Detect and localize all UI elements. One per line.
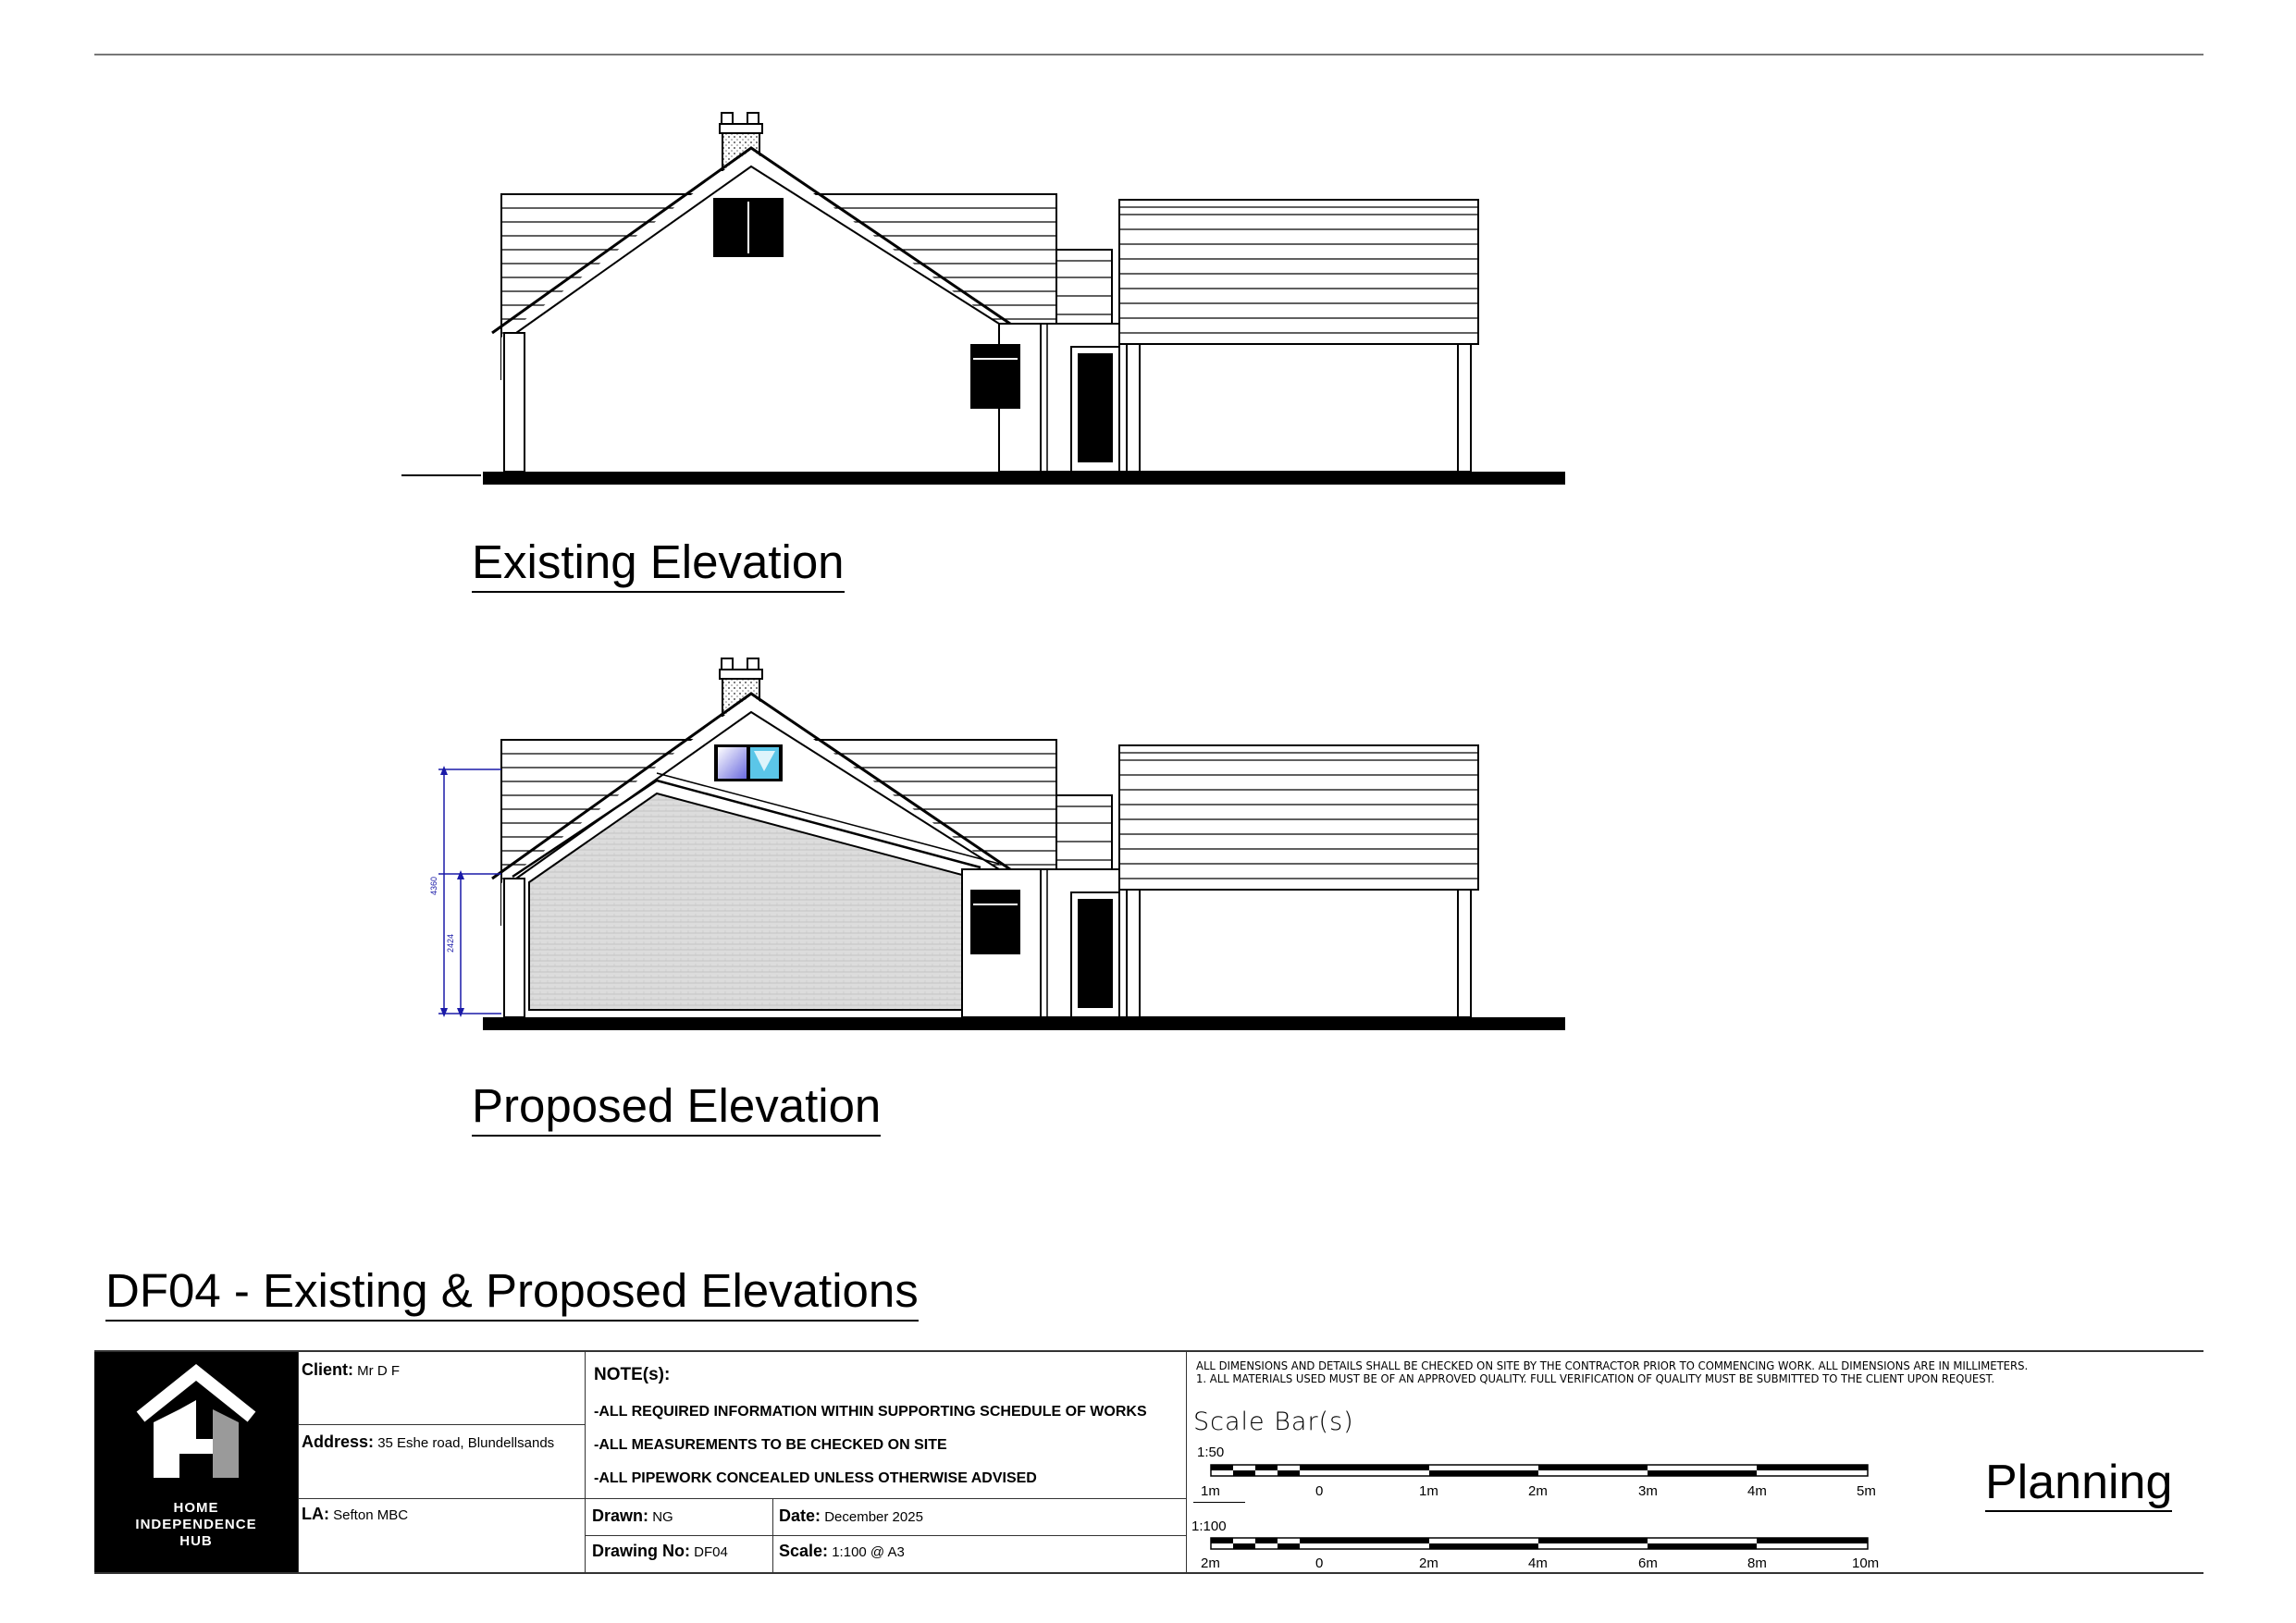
scale-2-tick-4: 6m [1638,1555,1658,1571]
title-block [94,1350,2203,1574]
planning-status-label: Planning [1985,1458,2172,1512]
note-1: -ALL REQUIRED INFORMATION WITHIN SUPPORTING SCHEDULE OF WORKS [594,1404,1147,1420]
scale-bars-title: Scale Bar(s) [1193,1408,1354,1436]
scale-1-tick-2: 1m [1419,1483,1438,1499]
date-field: Date: December 2025 [779,1507,923,1525]
divider [298,1352,299,1572]
company-logo [94,1352,298,1572]
scale-2-ratio: 1:100 [1191,1518,1227,1534]
divider [298,1424,585,1425]
disclaimer-line-1: ALL DIMENSIONS AND DETAILS SHALL BE CHECKED ON SITE BY THE CONTRACTOR PRIOR TO COMMENCING WORK. ALL DIMENSIONS ARE IN MILLIMETERS. [1196,1359,2029,1372]
drawing-number-field: Drawing No: DF04 [592,1543,728,1560]
drawn-field: Drawn: NG [592,1507,673,1525]
logo-line-3: HUB [179,1533,213,1549]
divider [1186,1352,1187,1572]
scale-2-tick-1: 0 [1315,1555,1324,1571]
divider [585,1535,1186,1536]
scale-1-tick-3: 2m [1528,1483,1548,1499]
scale-1-tick-5: 4m [1747,1483,1767,1499]
scale-1-tick-4: 3m [1638,1483,1658,1499]
sheet-title: DF04 - Existing & Proposed Elevations [105,1267,919,1322]
top-border-rule [94,54,2203,55]
house-h-logo-icon [94,1352,298,1500]
logo-line-2: INDEPENDENCE [135,1517,257,1532]
scale-2-tick-2: 2m [1419,1555,1438,1571]
dimension-2424: 2424 [446,933,455,953]
divider [585,1352,586,1572]
note-2: -ALL MEASUREMENTS TO BE CHECKED ON SITE [594,1437,947,1453]
dimension-4360: 4360 [429,876,438,895]
notes-title: NOTE(s): [594,1365,671,1384]
scale-1-tick-0: 1m [1201,1483,1220,1499]
scale-1-tick-6: 5m [1857,1483,1876,1499]
scale-2-tick-3: 4m [1528,1555,1548,1571]
scale-bar-2 [1209,1536,1968,1555]
existing-elevation-label: Existing Elevation [472,538,845,593]
scale-2-tick-0: 2m [1201,1555,1220,1571]
proposed-elevation-label: Proposed Elevation [472,1082,881,1137]
proposed-elevation-drawing [389,647,1591,1036]
scale-bar-1 [1209,1463,1968,1482]
scale-1-underline [1193,1502,1245,1503]
scale-1-tick-1: 0 [1315,1483,1324,1499]
address-field: Address: 35 Eshe road, Blundellsands [302,1433,555,1451]
client-field: Client: Mr D F [302,1361,400,1379]
la-field: LA: Sefton MBC [302,1506,409,1523]
scale-2-tick-6: 10m [1852,1555,1880,1571]
disclaimer [1196,1359,2186,1385]
disclaimer-line-2: 1. ALL MATERIALS USED MUST BE OF AN APPROVED QUALITY. FULL VERIFICATION OF QUALITY MUST BE SUBMITTED TO THE CLIENT UPON REQUEST. [1196,1371,1995,1385]
scale-1-ratio: 1:50 [1197,1445,1225,1460]
logo-line-1: HOME [173,1500,219,1516]
scale-2-tick-5: 8m [1747,1555,1767,1571]
note-3: -ALL PIPEWORK CONCEALED UNLESS OTHERWISE ADVISED [594,1470,1037,1486]
existing-elevation-drawing [389,102,1591,490]
scale-field: Scale: 1:100 @ A3 [779,1543,905,1560]
divider [298,1498,1186,1499]
